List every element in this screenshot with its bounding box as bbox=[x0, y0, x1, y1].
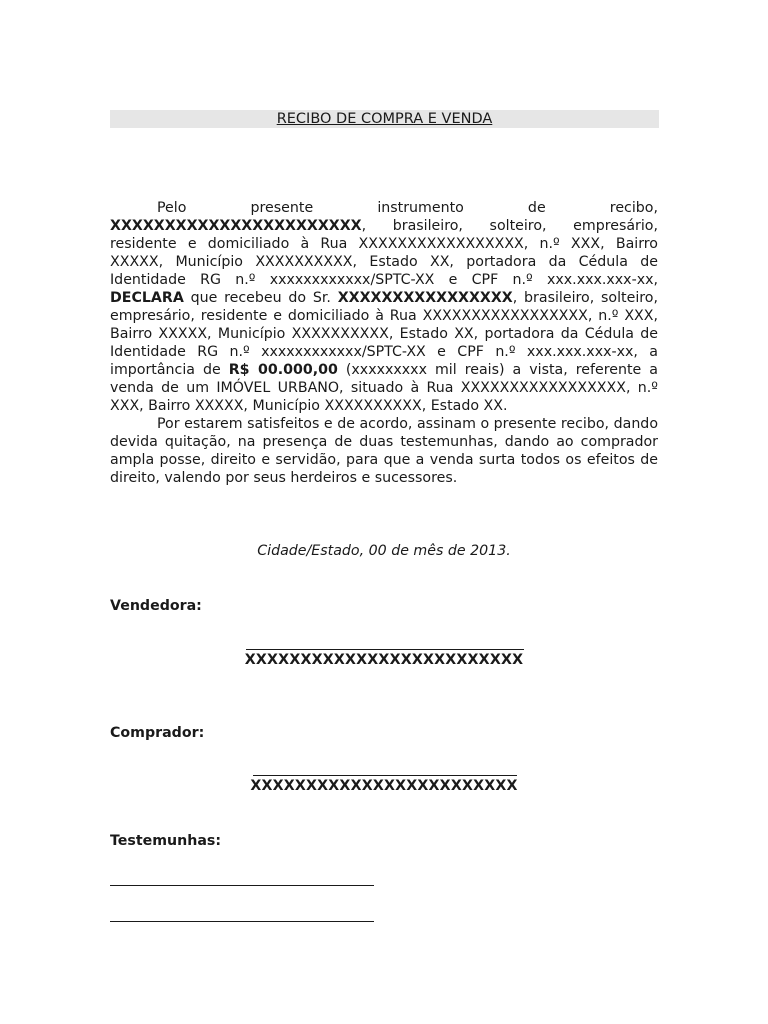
seller-name: XXXXXXXXXXXXXXXXXXXXXXX bbox=[110, 218, 362, 234]
received-from-text: que recebeu do Sr. bbox=[183, 290, 338, 306]
paragraph-declaration bbox=[110, 199, 658, 415]
date-line: Cidade/Estado, 00 de mês de 2013. bbox=[257, 543, 511, 559]
buyer-name: XXXXXXXXXXXXXXXX bbox=[337, 290, 513, 306]
witness-signature-line-1 bbox=[110, 885, 374, 886]
witness-signature-line-2 bbox=[110, 921, 374, 922]
declara-keyword: DECLARA bbox=[110, 290, 184, 306]
witnesses-label: Testemunhas: bbox=[110, 833, 222, 849]
closing-text: (xxxxxxxxx mil reais) a vista, referente a venda de um IMÓVEL URBANO, situado à Rua XXXXXXXXXXXXXXXXX, n.º XXX, Bairro XXXXX, Município XXXXXXXXXX, Estado XX. bbox=[110, 362, 658, 414]
seller-details: , brasileiro, solteiro, empresário, residente e domiciliado à Rua XXXXXXXXXXXXXXXXX, n.º XXX, Bairro XXXXX, Município XXXXXXXXXX, Estado XX, portadora da Cédula de Identidade RG n.º xxxxxxxxxxxx/SPTC-XX e CPF n.º xxx.xxx.xxx-xx, bbox=[110, 218, 658, 288]
seller-label: Vendedora: bbox=[110, 598, 202, 614]
seller-signature-line bbox=[246, 649, 524, 650]
document-title: RECIBO DE COMPRA E VENDA bbox=[110, 110, 659, 128]
paragraph-agreement: Por estarem satisfeitos e de acordo, assinam o presente recibo, dando devida quitação, na presença de duas testemunhas, dando ao comprador ampla posse, direito e servidão, para que a venda surta todos os efeitos de direito, valendo por seus herdeiros e sucessores. bbox=[110, 416, 658, 486]
buyer-details: , brasileiro, solteiro, empresário, residente e domiciliado à Rua XXXXXXXXXXXXXXXXX, n.º XXX, Bairro XXXXX, Município XXXXXXXXXX, Estado XX, portadora da Cédula de Identidade RG n.º xxxxxxxxxxxx/SPTC-XX e CPF n.º xxx.xxx.xxx-xx, a importância de bbox=[110, 290, 658, 378]
document-body bbox=[110, 199, 658, 487]
amount: R$ 00.000,00 bbox=[228, 362, 338, 378]
buyer-signature-name: XXXXXXXXXXXXXXXXXXXXXXXX bbox=[250, 778, 518, 794]
buyer-label: Comprador: bbox=[110, 725, 205, 741]
buyer-signature-line bbox=[253, 775, 517, 776]
intro-text: Pelo presente instrumento de recibo, bbox=[157, 200, 658, 216]
seller-signature-name: XXXXXXXXXXXXXXXXXXXXXXXXX bbox=[244, 652, 524, 668]
